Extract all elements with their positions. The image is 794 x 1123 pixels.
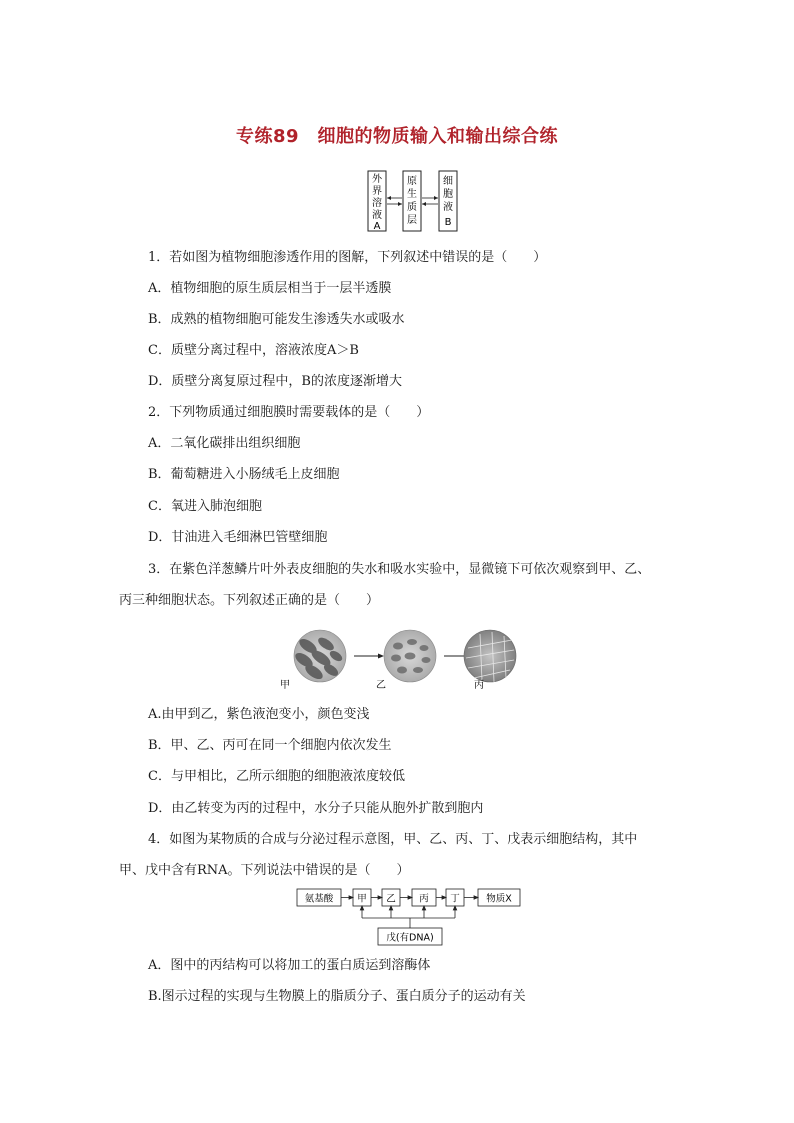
box-a-char: 界	[372, 186, 382, 197]
cell-bing-micrograph	[464, 630, 516, 682]
box-a-char: 外	[372, 174, 382, 185]
question-4-stem-line2: 甲、戊中含有RNA。下列说法中错误的是（ ）	[119, 863, 410, 878]
box-b-char: B	[444, 217, 452, 228]
label-amino-acid: 氨基酸	[304, 893, 334, 905]
cell-jia-micrograph	[293, 630, 346, 682]
cell-state-figure	[276, 628, 518, 690]
question-2-option-d: D．甘油进入毛细淋巴管壁细胞	[148, 530, 328, 545]
label-jia: 甲	[357, 893, 367, 905]
question-3-stem-line1: 3．在紫色洋葱鳞片叶外表皮细胞的失水和吸水实验中，显微镜下可依次观察到甲、乙、	[148, 562, 651, 577]
question-3-option-a: A.由甲到乙，紫色液泡变小，颜色变浅	[148, 707, 370, 722]
label-product-x: 物质X	[486, 893, 512, 905]
box-b-char: 胞	[443, 189, 453, 200]
question-4-option-a: A．图中的丙结构可以将加工的蛋白质运到溶酶体	[148, 958, 431, 973]
box-a-char: 溶	[372, 198, 382, 209]
question-1-option-b: B．成熟的植物细胞可能发生渗透失水或吸水	[148, 312, 405, 327]
question-3-stem-line2: 丙三种细胞状态。下列叙述正确的是（ ）	[119, 593, 380, 608]
cell-yi-micrograph	[384, 630, 436, 682]
question-2-option-b: B．葡萄糖进入小肠绒毛上皮细胞	[148, 467, 340, 482]
label-bing: 丙	[419, 893, 429, 905]
page-title: 专练89 细胞的物质输入和输出综合练	[235, 126, 559, 147]
question-2-option-a: A．二氧化碳排出组织细胞	[148, 436, 301, 451]
box-b-char: 细	[443, 176, 453, 187]
box-mid-char: 原	[407, 176, 417, 187]
box-a-char: 液	[372, 210, 382, 221]
question-3-option-b: B．甲、乙、丙可在同一个细胞内依次发生	[148, 738, 392, 753]
question-3-option-c: C．与甲相比，乙所示细胞的细胞液浓度较低	[148, 769, 405, 784]
question-1-stem: 1．若如图为植物细胞渗透作用的图解，下列叙述中错误的是（ ）	[148, 250, 547, 265]
label-ding: 丁	[450, 893, 460, 905]
question-2-option-c: C．氧进入肺泡细胞	[148, 499, 262, 514]
box-a-char: A	[373, 221, 381, 232]
question-1-option-c: C．质壁分离过程中，溶液浓度A＞B	[148, 343, 359, 358]
label-yi: 乙	[376, 680, 386, 690]
label-wu: 戊(有DNA)	[386, 932, 434, 944]
box-mid-char: 质	[407, 202, 417, 213]
label-yi: 乙	[386, 893, 396, 905]
question-4-stem-line1: 4．如图为某物质的合成与分泌过程示意图，甲、乙、丙、丁、戊表示细胞结构，其中	[148, 832, 638, 847]
label-jia: 甲	[280, 680, 290, 690]
secretion-flow-diagram	[296, 886, 522, 948]
box-mid-char: 生	[407, 189, 417, 200]
question-3-option-d: D．由乙转变为丙的过程中，水分子只能从胞外扩散到胞内	[148, 801, 484, 816]
question-4-option-b: B.图示过程的实现与生物膜上的脂质分子、蛋白质分子的运动有关	[148, 989, 526, 1004]
question-2-stem: 2．下列物质通过细胞膜时需要载体的是（ ）	[148, 405, 430, 420]
box-b-char: 液	[443, 202, 453, 213]
osmosis-diagram	[367, 170, 459, 232]
box-mid-char: 层	[407, 215, 417, 226]
question-1-option-d: D．质壁分离复原过程中，B的浓度逐渐增大	[148, 374, 402, 389]
question-1-option-a: A．植物细胞的原生质层相当于一层半透膜	[148, 281, 392, 296]
label-bing: 丙	[474, 680, 484, 690]
